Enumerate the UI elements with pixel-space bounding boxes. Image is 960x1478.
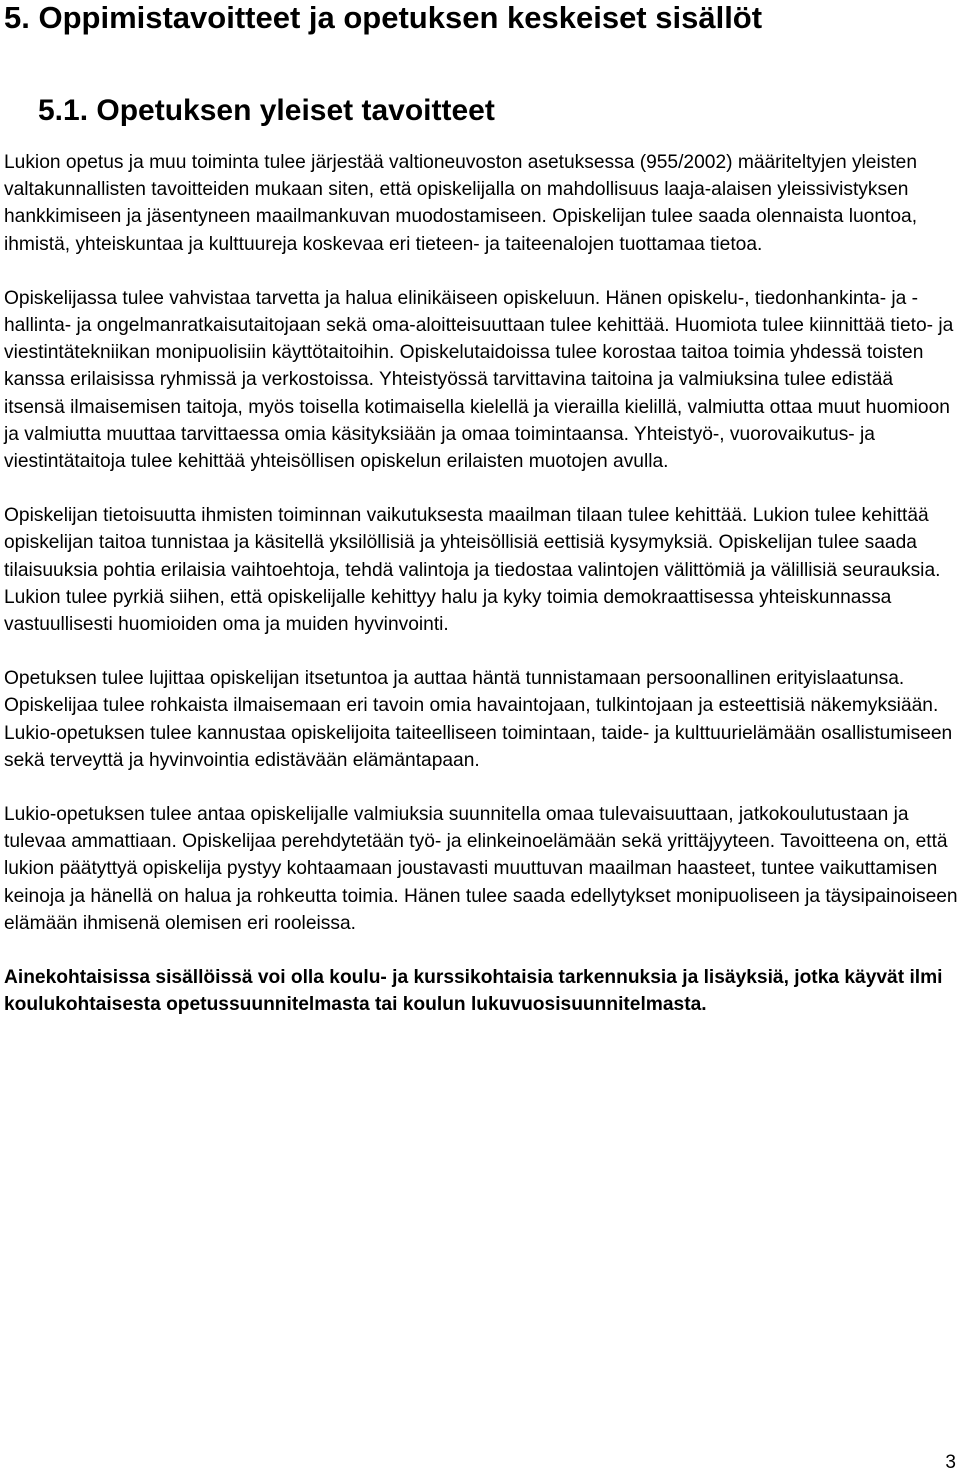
page-number: 3	[945, 1452, 956, 1473]
paragraph-5: Lukio-opetuksen tulee antaa opiskelijalle valmiuksia suunnitella omaa tulevaisuuttaan, jatkokoulutustaan ja tulevaa ammattiaan. Opiskelijaa perehdytetään työ- ja elinkeinoelämään sekä yrittäjyyteen. Tavoitteena on, että lukion päätyttyä opiskelija pystyy kohtaamaan joustavasti muuttuvan maailman haasteet, tuntee vaikuttamisen keinoja ja hänellä on halua ja rohkeutta toimia. Hänen tulee saada edellytykset monipuoliseen ja täysipainoiseen elämään ihmisenä olemisen eri rooleissa.	[4, 804, 958, 934]
chapter-heading: 5. Oppimistavoitteet ja opetuksen keskeiset sisällöt	[4, 0, 763, 35]
section-heading: 5.1. Opetuksen yleiset tavoitteet	[38, 94, 495, 127]
closing-note: Ainekohtaisissa sisällöissä voi olla koulu- ja kurssikohtaisia tarkennuksia ja lisäyksiä, jotka käyvät ilmi koulukohtaisesta opetussuunnitelmasta tai koulun lukuvuosisuunnitelmasta.	[4, 967, 943, 1016]
paragraph-4: Opetuksen tulee lujittaa opiskelijan itsetuntoa ja auttaa häntä tunnistamaan persoonallinen erityislaatunsa. Opiskelijaa tulee rohkaista ilmaisemaan eri tavoin omia havaintojaan, tulkintojaan ja esteettisiä näkemyksiään. Lukio-opetuksen tulee kannustaa opiskelijoita taiteelliseen toimintaan, taide- ja kulttuurielämään osallistumiseen sekä terveyttä ja hyvinvointia edistävään elämäntapaan.	[4, 668, 953, 771]
paragraph-3: Opiskelijan tietoisuutta ihmisten toiminnan vaikutuksesta maailman tilaan tulee kehittää. Lukion tulee kehittää opiskelijan taitoa tunnistaa ja käsitellä yksilöllisiä ja yhteisöllisiä eettisiä kysymyksiä. Opiskelijan tulee saada tilaisuuksia pohtia erilaisia vaihtoehtoja, tehdä valintoja ja tiedostaa valintojen välittömiä ja välillisiä seurauksia. Lukion tulee pyrkiä siihen, että opiskelijalle kehittyy halu ja kyky toimia demokraattisessa yhteiskunnassa vastuullisesti huomioiden oma ja muiden hyvinvointi.	[4, 505, 941, 636]
paragraph-1: Lukion opetus ja muu toiminta tulee järjestää valtioneuvoston asetuksessa (955/2002) määriteltyjen yleisten valtakunnallisten tavoitteiden mukaan siten, että opiskelijalla on mahdollisuus laaja-alaisen yleissivistyksen hankkimiseen ja jäsentyneen maailmankuvan muodostamiseen. Opiskelijan tulee saada olennaista luontoa, ihmistä, yhteiskuntaa ja kulttuureja koskevaa eri tieteen- ja taiteenalojen tuottamaa tietoa.	[4, 152, 918, 255]
paragraph-2: Opiskelijassa tulee vahvistaa tarvetta ja halua elinikäiseen opiskeluun. Hänen opiskelu-, tiedonhankinta- ja -hallinta- ja ongelmanratkaisutaitojaan sekä oma-aloitteisuuttaan tulee kehittää. Huomiota tulee kiinnittää tieto- ja viestintätekniikan monipuolisiin käyttötaitoihin. Opiskelutaidoissa tulee korostaa taitoa toimia yhdessä toisten kanssa erilaisissa ryhmissä ja verkostoissa. Yhteistyössä tarvittavina taitoina ja valmiuksina tulee edistää itsensä ilmaisemisen taitoja, myös toisella kotimaisella kielellä ja vierailla kielillä, valmiutta ottaa muut huomioon ja valmiutta muuttaa tarvittaessa omia käsityksiään ja omaa toimintaansa. Yhteistyö-, vuorovaikutus- ja viestintätaitoja tulee kehittää yhteisöllisen opiskelun erilaisten muotojen avulla.	[4, 287, 954, 473]
body-text	[4, 149, 958, 1018]
